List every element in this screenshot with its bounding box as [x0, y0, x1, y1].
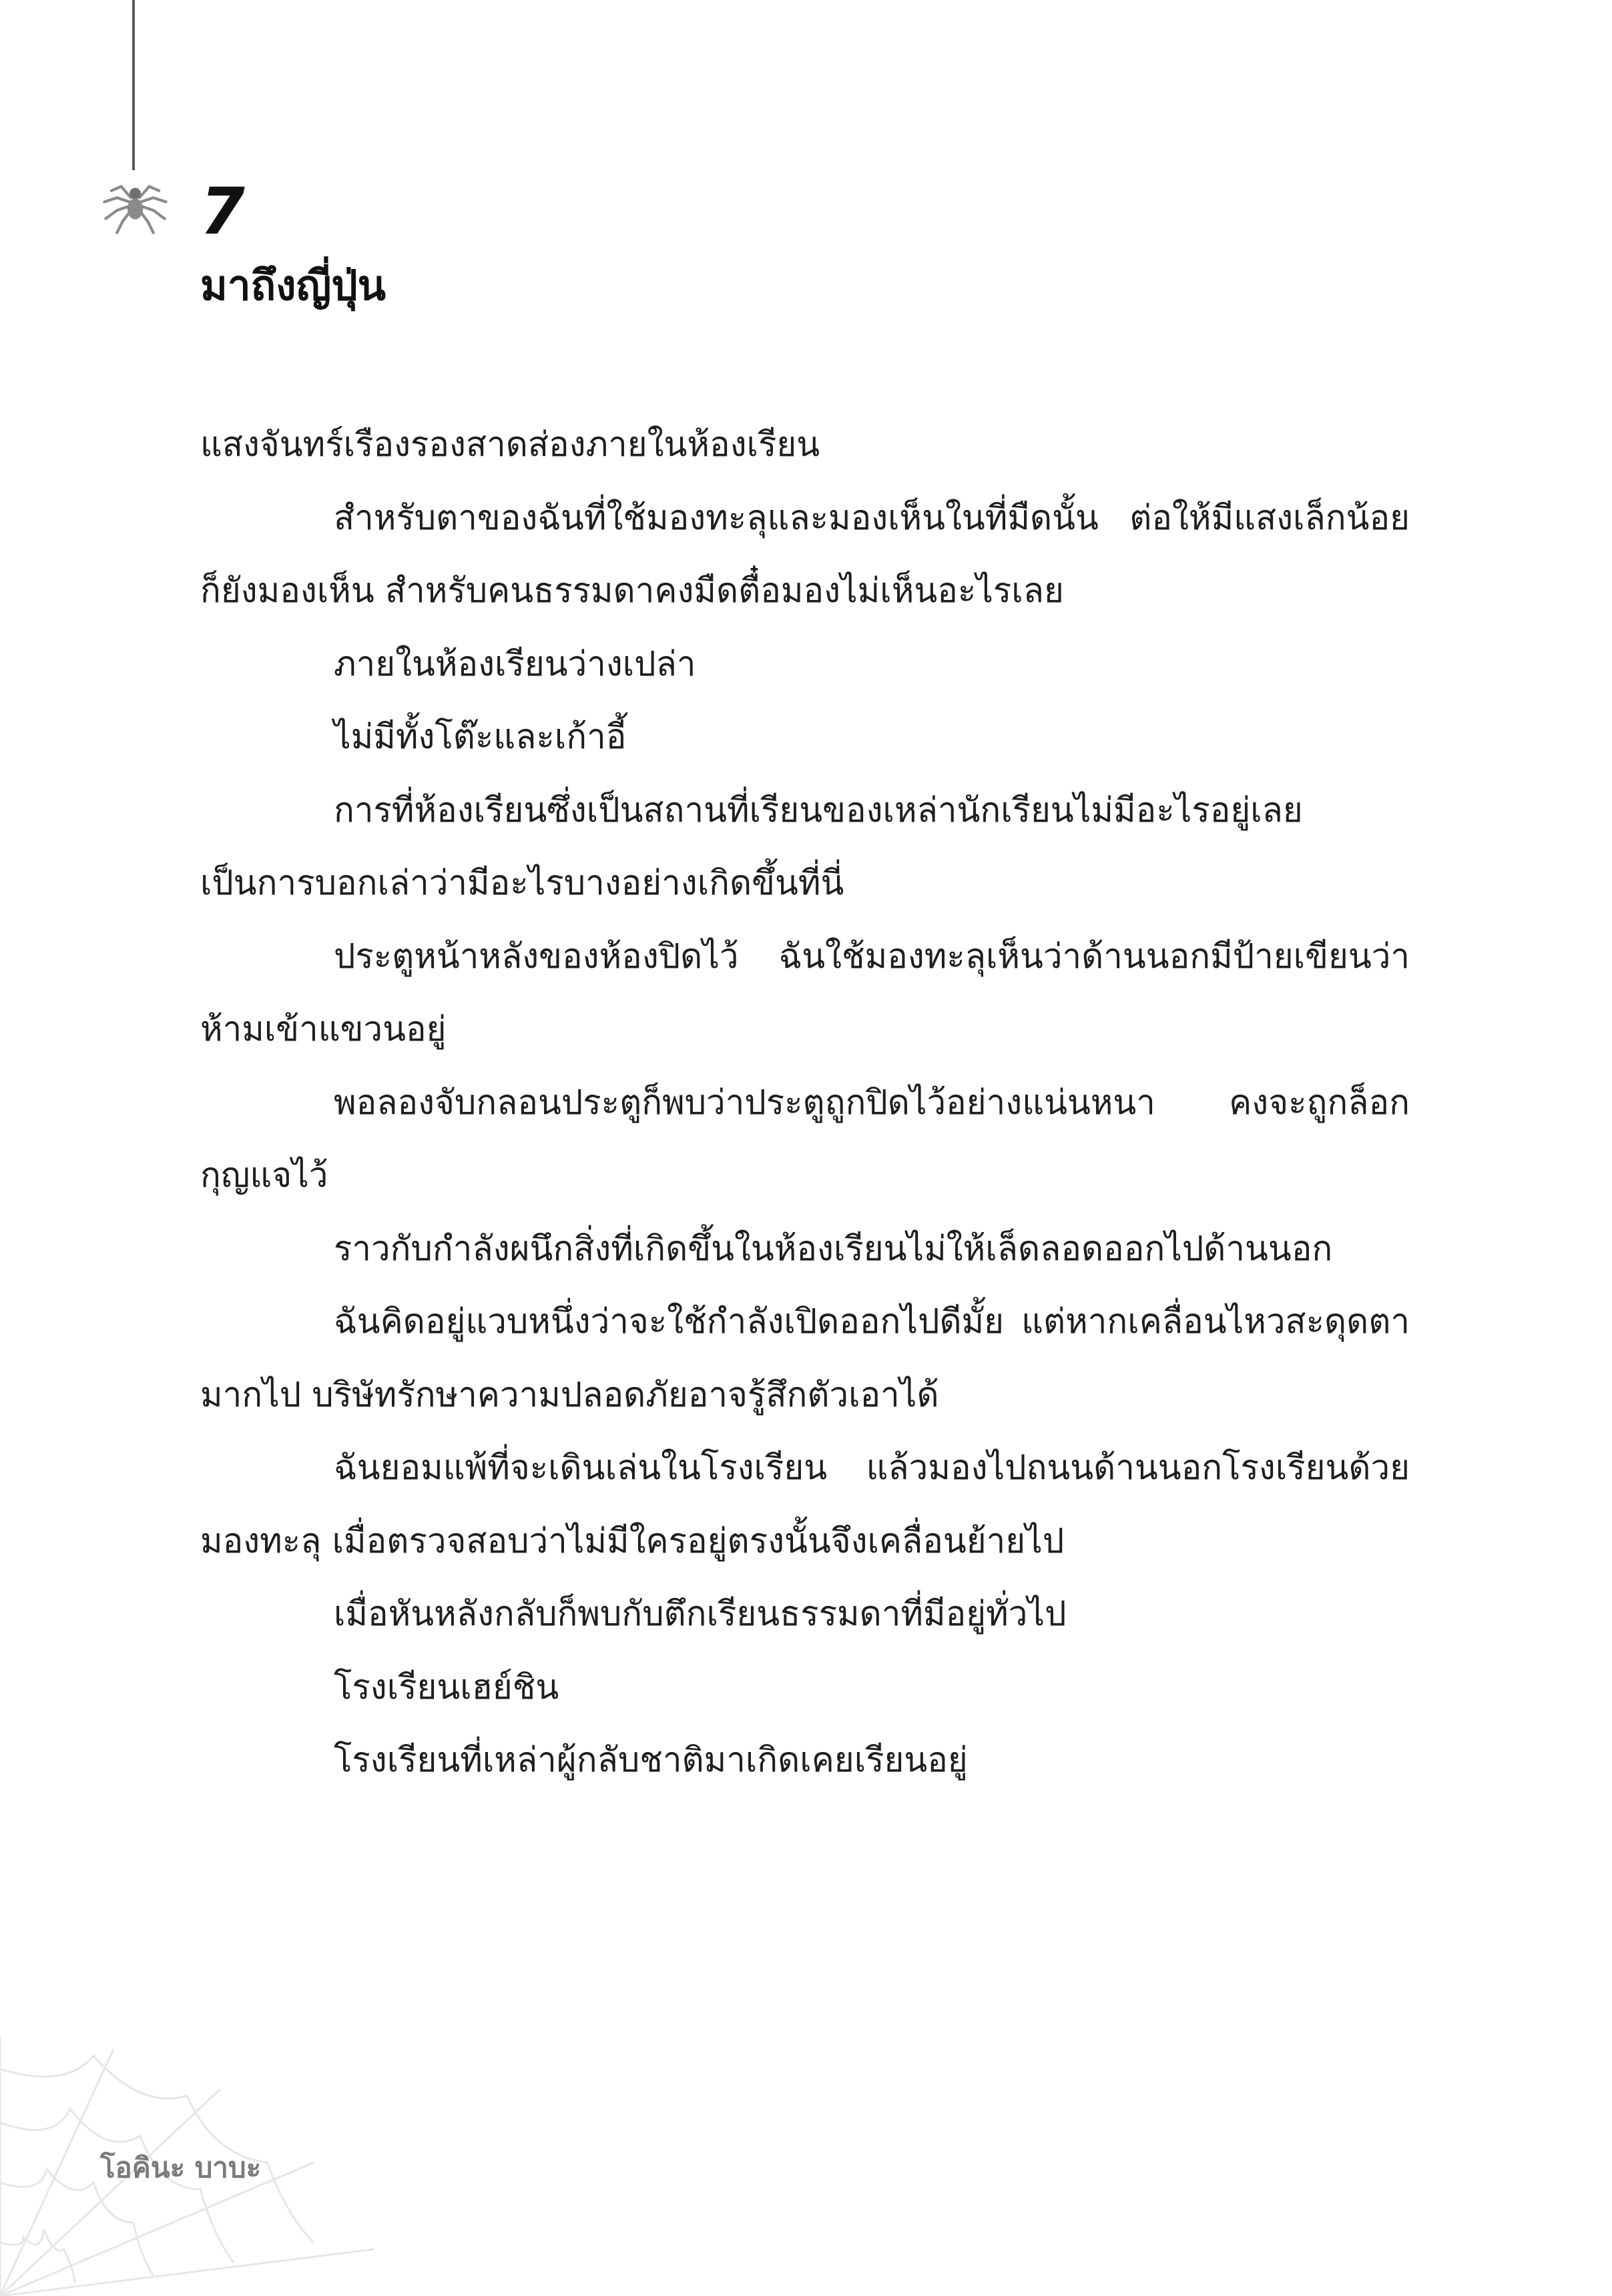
- paragraph: โรงเรียนที่เหล่าผู้กลับชาติมาเกิดเคยเรียนอยู่: [334, 1741, 968, 1780]
- paragraph: โรงเรียนเฮย์ชิน: [334, 1667, 559, 1707]
- paragraph: ภายในห้องเรียนว่างเปล่า: [334, 644, 696, 684]
- paragraph: ฉันยอมแพ้ที่จะเดินเล่นในโรงเรียน แล้วมองไปถนนด้านนอกโรงเรียนด้วยมองทะลุ เมื่อตรวจสอบว่าไม่มีใครอยู่ตรงนั้นจึงเคลื่อนย้ายไป: [200, 1448, 1410, 1561]
- spider-thread: [132, 0, 135, 170]
- paragraph: แสงจันทร์เรืองรองสาดส่องภายในห้องเรียน: [200, 425, 820, 465]
- paragraph: พอลองจับกลอนประตูก็พบว่าประตูถูกปิดไว้อย่างแน่นหนา คงจะถูกล็อกกุญแจไว้: [200, 1083, 1410, 1195]
- paragraph: ประตูหน้าหลังของห้องปิดไว้ ฉันใช้มองทะลุเห็นว่าด้านนอกมีป้ายเขียนว่าห้ามเข้าแขวนอยู่: [200, 936, 1410, 1049]
- chapter-title: มาถึงญี่ปุ่น: [200, 261, 386, 310]
- paragraph: สำหรับตาของฉันที่ใช้มองทะลุและมองเห็นในที่มืดนั้น ต่อให้มีแสงเล็กน้อยก็ยังมองเห็น สำหรับคนธรรมดาคงมืดตื๋อมองไม่เห็นอะไรเลย: [200, 498, 1410, 611]
- paragraph: ราวกับกำลังผนึกสิ่งที่เกิดขึ้นในห้องเรียนไม่ให้เล็ดลอดออกไปด้านนอก: [334, 1229, 1333, 1269]
- spider-icon: [100, 167, 170, 237]
- chapter-number: 7: [200, 174, 245, 249]
- paragraph: เมื่อหันหลังกลับก็พบกับตึกเรียนธรรมดาที่มีอยู่ทั่วไป: [334, 1595, 1067, 1634]
- footer-author: โอคินะ บาบะ: [100, 2151, 262, 2184]
- chapter-body: [200, 408, 1410, 1797]
- paragraph: การที่ห้องเรียนซึ่งเป็นสถานที่เรียนของเหล่านักเรียนไม่มีอะไรอยู่เลย เป็นการบอกเล่าว่ามีอะไรบางอย่างเกิดขึ้นที่นี่: [200, 790, 1303, 903]
- paragraph: ไม่มีทั้งโต๊ะและเก้าอี้: [334, 718, 627, 757]
- paragraph: ฉันคิดอยู่แวบหนึ่งว่าจะใช้กำลังเปิดออกไปดีมั้ย แต่หากเคลื่อนไหวสะดุดตามากไป บริษัทรักษาความปลอดภัยอาจรู้สึกตัวเอาได้: [200, 1302, 1410, 1415]
